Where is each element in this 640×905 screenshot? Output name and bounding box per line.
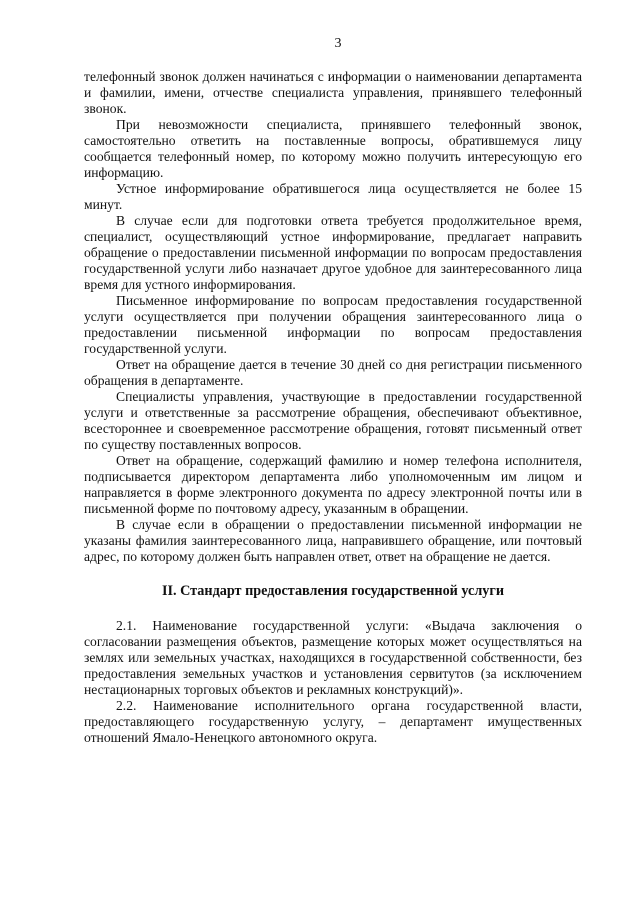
paragraph-specialists-review: Специалисты управления, участвующие в предоставлении государственной услуги и ответственные за рассмотрение обращения, обеспечивают объективное, всестороннее и своевременное рассмотрение обращения, готовят письменный ответ по существу поставленных вопросов.	[84, 389, 582, 452]
paragraph-oral-duration: Устное информирование обратившегося лица осуществляется не более 15 минут.	[84, 181, 582, 212]
paragraph-service-name: 2.1. Наименование государственной услуги: «Выдача заключения о согласовании размещения объектов, размещение которых может осуществляться на землях или земельных участках, находящихся в государственной собственности, без предоставления земельных участков и установления сервитутов (за исключением нестационарных торговых объектов и рекламных конструкций)».	[84, 618, 582, 697]
paragraph-long-preparation: В случае если для подготовки ответа требуется продолжительное время, специалист, осуществляющий устное информирование, предлагает направить обращение о предоставлении письменной информации по вопросам предоставления государственной услуги либо назначает другое удобное для заинтересованного лица время для устного информирования.	[84, 213, 582, 292]
paragraph-response-deadline: Ответ на обращение дается в течение 30 дней со дня регистрации письменного обращения в департаменте.	[84, 357, 582, 388]
document-page	[84, 36, 582, 746]
section-title: II. Стандарт предоставления государственной услуги	[161, 583, 505, 599]
page-number: 3	[334, 36, 342, 51]
paragraph-response-signing: Ответ на обращение, содержащий фамилию и номер телефона исполнителя, подписывается директором департамента либо уполномоченным им лицом и направляется в форме электронного документа по адресу электронной почты или в письменной форме по почтовому адресу, указанным в обращении.	[84, 453, 582, 516]
paragraph-executive-body: 2.2. Наименование исполнительного органа государственной власти, предоставляющего государственную услугу, – департамент имущественных отношений Ямало-Ненецкого автономного округа.	[84, 698, 582, 745]
paragraph-written-informing: Письменное информирование по вопросам предоставления государственной услуги осуществляется при получении обращения заинтересованного лица о предоставлении письменной информации по вопросам предоставления государственной услуги.	[84, 293, 582, 356]
paragraph-no-response-case: В случае если в обращении о предоставлении письменной информации не указаны фамилия заинтересованного лица, направившего обращение, или почтовый адрес, по которому должен быть направлен ответ, ответ на обращение не дается.	[84, 517, 582, 564]
paragraph-phone-call-intro: телефонный звонок должен начинаться с информации о наименовании департамента и фамилии, имени, отчестве специалиста управления, принявшего телефонный звонок.	[84, 69, 582, 116]
paragraph-phone-number-referral: При невозможности специалиста, принявшего телефонный звонок, самостоятельно ответить на поставленные вопросы, обратившемуся лицу сообщается телефонный номер, по которому можно получить интересующую его информацию.	[84, 117, 582, 180]
